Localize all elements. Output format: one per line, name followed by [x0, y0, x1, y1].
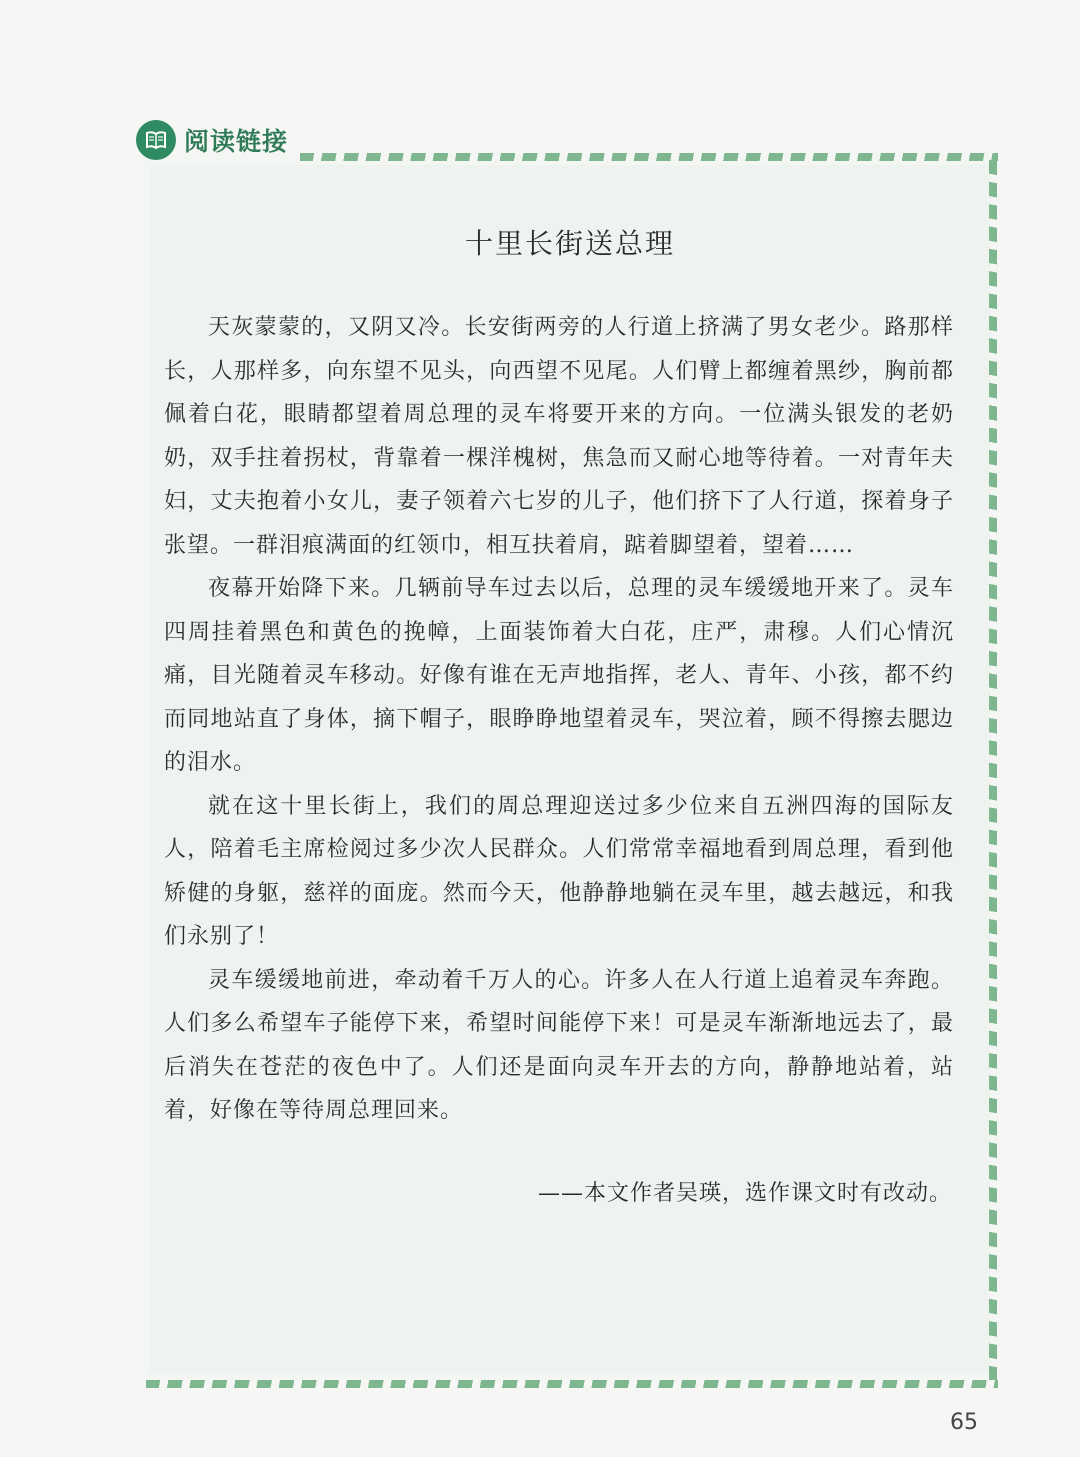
article-attribution: ——本文作者吴瑛，选作课文时有改动。	[537, 1181, 952, 1206]
section-header	[136, 120, 288, 160]
dashed-border-right	[989, 160, 997, 1380]
article-paragraph: 灵车缓缓地前进，牵动着千万人的心。许多人在人行道上追着灵车奔跑。人们多么希望车子能停下来，希望时间能停下来！可是灵车渐渐地远去了，最后消失在苍茫的夜色中了。人们还是面向灵车开去的方向，静静地站着，站着，好像在等待周总理回来。	[164, 967, 954, 1123]
article-paragraph: 天灰蒙蒙的，又阴又冷。长安街两旁的人行道上挤满了男女老少。路那样长，人那样多，向东望不见头，向西望不见尾。人们臂上都缠着黑纱，胸前都佩着白花，眼睛都望着周总理的灵车将要开来的方向。一位满头银发的老奶奶，双手拄着拐杖，背靠着一棵洋槐树，焦急而又耐心地等待着。一对青年夫妇，丈夫抱着小女儿，妻子领着六七岁的儿子，他们挤下了人行道，探着身子张望。一群泪痕满面的红领巾，相互扶着肩，踮着脚望着，望着……	[164, 315, 954, 558]
dashed-border-bottom	[146, 1380, 998, 1388]
article-paragraph: 就在这十里长街上，我们的周总理迎送过多少位来自五洲四海的国际友人，陪着毛主席检阅过多少次人民群众。人们常常幸福地看到周总理，看到他矫健的身躯，慈祥的面庞。然而今天，他静静地躺在灵车里，越去越远，和我们永别了！	[164, 793, 954, 949]
dashed-border-top	[300, 153, 998, 161]
section-label: 阅读链接	[184, 127, 289, 156]
article-body	[164, 306, 954, 1133]
page-number: 65	[950, 1410, 978, 1435]
book-icon	[136, 120, 176, 160]
article-title: 十里长街送总理	[464, 227, 675, 260]
article-paragraph: 夜幕开始降下来。几辆前导车过去以后，总理的灵车缓缓地开来了。灵车四周挂着黑色和黄色的挽幛，上面装饰着大白花，庄严，肃穆。人们心情沉痛，目光随着灵车移动。好像有谁在无声地指挥，老人、青年、小孩，都不约而同地站直了身体，摘下帽子，眼睁睁地望着灵车，哭泣着，顾不得擦去腮边的泪水。	[164, 576, 954, 775]
